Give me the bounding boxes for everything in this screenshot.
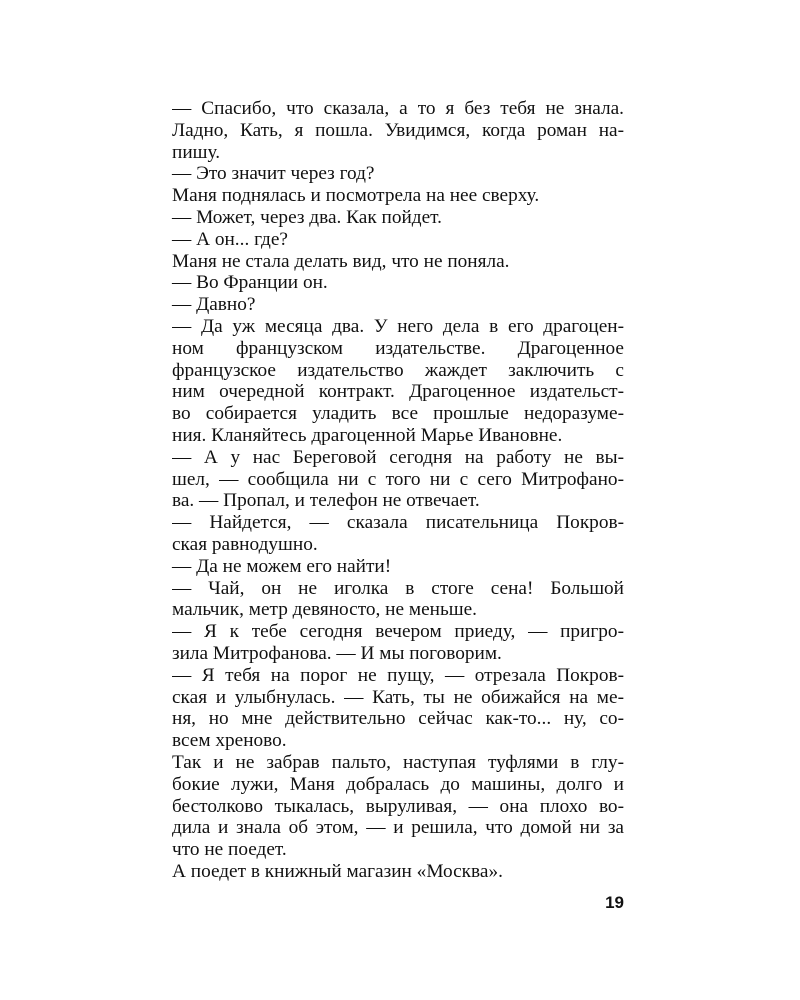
text-line: ном французском издательстве. Драгоценное (172, 337, 624, 359)
text-line: мальчик, метр девяносто, не меньше. (172, 599, 477, 621)
text-line: пишу. (172, 141, 221, 163)
text-line: Так и не забрав пальто, наступая туфлями в глу- (172, 751, 624, 773)
text-line: — Я тебя на порог не пущу, — отрезала Покров- (172, 664, 624, 686)
text-line: — Может, через два. Как пойдет. (172, 206, 442, 228)
text-line: ская равнодушно. (172, 533, 318, 555)
body-text (172, 98, 624, 883)
text-line: — Давно? (172, 294, 256, 316)
text-line: ним очередной контракт. Драгоценное издательст- (172, 381, 624, 403)
text-line: Маня поднялась и посмотрела на нее сверху. (172, 185, 540, 207)
text-line: А поедет в книжный магазин «Москва». (172, 860, 503, 882)
text-line: ня, но мне действительно сейчас как-то... ну, со- (172, 708, 624, 730)
text-line: — Чай, он не иголка в стоге сена! Большой (172, 577, 624, 599)
text-line: ва. — Пропал, и телефон не отвечает. (172, 490, 480, 512)
text-line: бокие лужи, Маня добралась до машины, долго и (172, 773, 624, 795)
text-line: Маня не стала делать вид, что не поняла. (172, 250, 510, 272)
text-line: ская и улыбнулась. — Кать, ты не обижайся на ме- (172, 686, 624, 708)
page-number: 19 (605, 893, 624, 912)
text-line: ния. Кланяйтесь драгоценной Марье Ивановне. (172, 424, 563, 446)
text-line: во собирается уладить все прошлые недоразуме- (172, 403, 624, 425)
text-line: — Да не можем его найти! (172, 555, 392, 577)
text-line: всем хреново. (172, 730, 287, 752)
text-line: — Да уж месяца два. У него дела в его драгоцен- (172, 315, 624, 337)
text-line: шел, — сообщила ни с того ни с сего Митрофано- (172, 468, 624, 490)
text-line: зила Митрофанова. — И мы поговорим. (172, 642, 502, 664)
text-line: французское издательство жаждет заключить с (172, 359, 624, 381)
text-line: Ладно, Кать, я пошла. Увидимся, когда роман на- (172, 119, 624, 141)
text-line: — Я к тебе сегодня вечером приеду, — пригро- (172, 621, 624, 643)
text-line: — Это значит через год? (172, 163, 375, 185)
text-line: дила и знала об этом, — и решила, что домой ни за (172, 817, 624, 839)
text-line: — А у нас Береговой сегодня на работу не вы- (172, 446, 624, 468)
text-line: — Во Франции он. (172, 272, 328, 294)
text-line: бестолково тыкалась, выруливая, — она плохо во- (172, 795, 624, 817)
text-line: что не поедет. (172, 839, 287, 861)
text-line: — А он... где? (172, 228, 288, 250)
text-line: — Найдется, — сказала писательница Покров- (172, 512, 624, 534)
text-line: — Спасибо, что сказала, а то я без тебя не знала. (172, 98, 624, 119)
